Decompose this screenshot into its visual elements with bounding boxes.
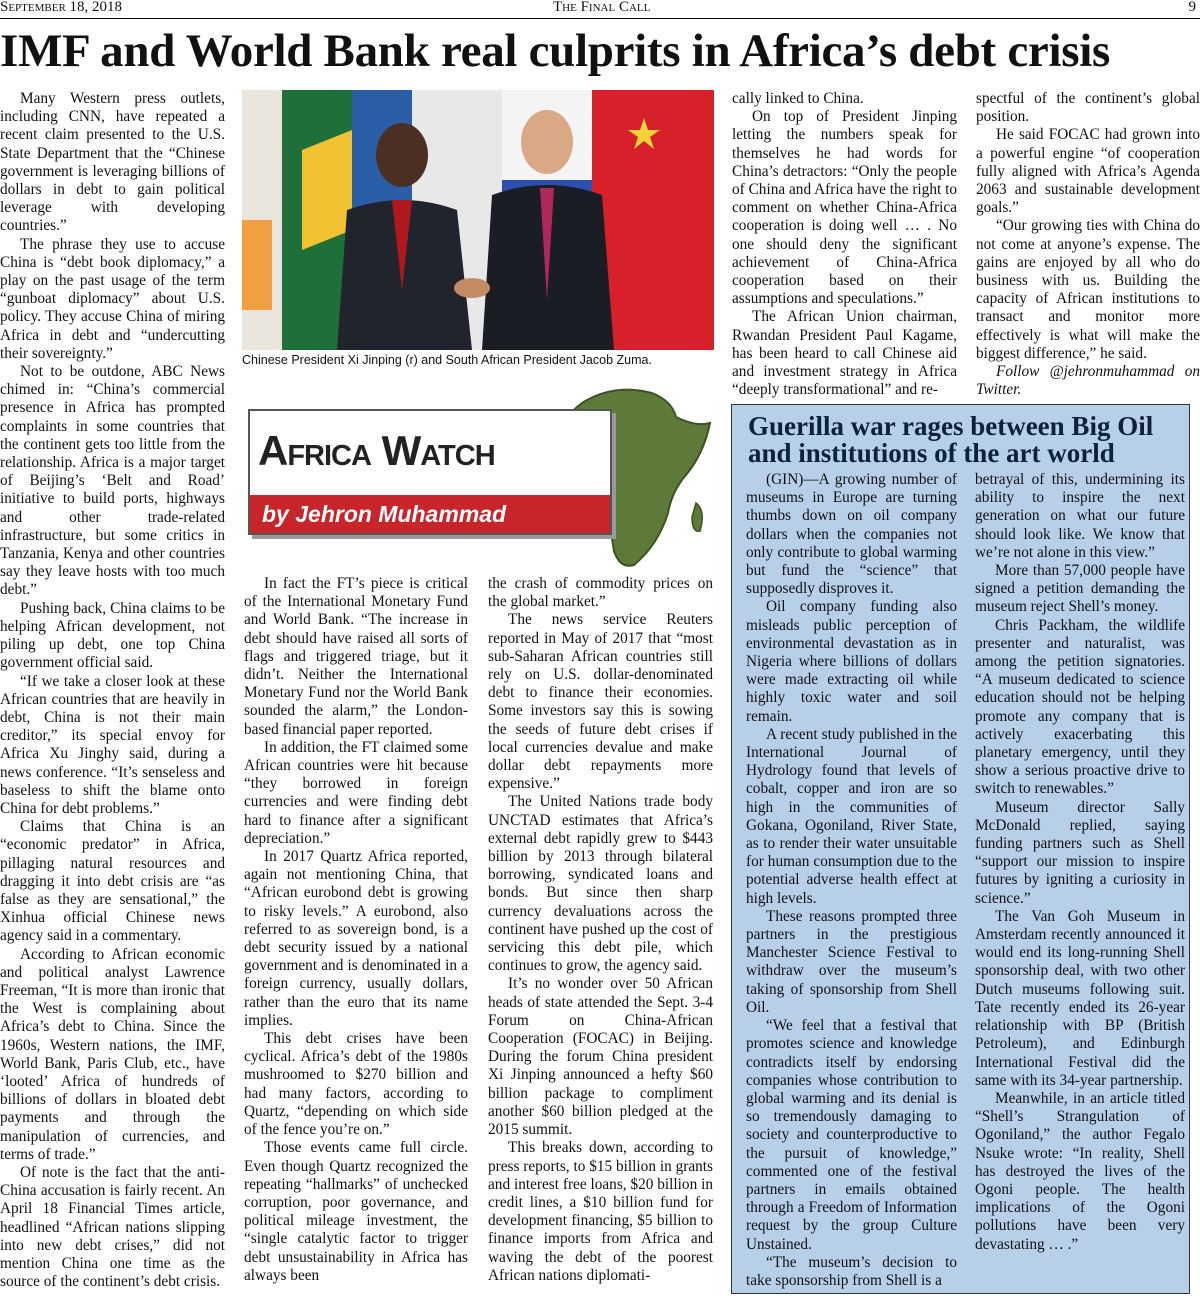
paragraph: The United Nations trade body UNCTAD estimates that Africa’s external debt rapidly grew to $443 billion by 2013 through bilateral borrowing, syndicated loans and bonds. But since then sharp currency devaluations across the continent have pushed up the cost of servicing this debt pile, which continues to grow, the agency said. — [488, 793, 713, 975]
paragraph: More than 57,000 people have signed a petition demanding the museum reject Shell’s money. — [975, 562, 1185, 616]
article-column-3 — [488, 575, 713, 1296]
sidebar-headline: Guerilla war rages between Big Oil and institutions of the art world — [748, 411, 1154, 468]
paragraph: Oil company funding also misleads public perception of environmental devastation as in Nigeria where billions of dollars were made extracting oil while highly toxic water and soil remain. — [746, 598, 957, 725]
article-column-4 — [732, 90, 957, 399]
news-photo — [242, 90, 714, 350]
paragraph: “We feel that a festival that promotes science and knowledge contradicts itself by endorsing companies whose contribution to global warming and its denial is so tremendously damaging to society and counterproductive to the pursuit of knowledge,” commented one of the festival partners in emails obtained through a Freedom of Information request by the group Culture Unstained. — [746, 1017, 957, 1253]
paragraph: The phrase they use to accuse China is “debt book diplomacy,” a play on the past usage of the term “gunboat diplomacy” about U.S. policy. They accuse China of miring Africa in debt and “undercutting their sovereignty.” — [0, 235, 225, 362]
paragraph: In 2017 Quartz Africa reported, again not mentioning China, that “African eurobond debt is growing to risky levels.” A eurobond, also referred to as sovereign bond, is a debt security issued by a national government and is denominated in a foreign currency, usually dollars, rather than the euro that its name implies. — [244, 848, 468, 1029]
page-header — [0, 0, 1200, 19]
leaders-handshake-photo — [242, 90, 714, 350]
paragraph: Chris Packham, the wildlife presenter and naturalist, was among the petition signatories. “A museum dedicated to science education should not be helping promote any company that is actively exacerbating this planetary emergency, until they show a serious proactive drive to switch to renewables.” — [975, 616, 1185, 798]
paragraph: Not to be outdone, ABC News chimed in: “China’s commercial presence in Africa has prompted complaints in some countries that the continent gets too little from the relationship. Africa is a major target of Beijing’s ‘Belt and Road’ initiative to build ports, highways and other trade-related infrastructure, but some critics in Tanzania, Kenya and other countries say they leave hosts with too much debt.” — [0, 363, 225, 599]
twitter-follow-text: Follow @jehronmuhammad on Twitter. — [976, 363, 1200, 399]
paragraph: The Van Goh Museum in Amsterdam recently announced it would end its long-running Shell sponsorship deal, with two other Dutch museums following suit. Tate recently ended its 26-year relationship with BP (British Petroleum), and Edinburgh International Festival did the same with its 34-year partnership. — [975, 907, 1185, 1089]
article-column-2 — [244, 575, 468, 1296]
paragraph: cally linked to China. — [732, 90, 864, 107]
paragraph: It’s no wonder over 50 African heads of state attended the Sept. 3-4 Forum on China-African Cooperation (FOCAC) in Beijing. During the forum China president Xi Jinping announced a hefty $60 billion package to compliment another $60 billion pledged at the 2015 summit. — [488, 975, 713, 1139]
paragraph: Museum director Sally McDonald replied, saying funding partners such as Shell “support our mission to inspire futures by igniting a curiosity in science.” — [975, 798, 1185, 907]
sidebar-story — [731, 404, 1190, 1294]
paragraph: spectful of the continent’s global position. — [976, 90, 1200, 126]
page-headline: IMF and World Bank real culprits in Africa’s debt crisis — [0, 25, 1110, 77]
article-column-5 — [976, 90, 1200, 400]
paragraph: In addition, the FT claimed some African countries were hit because “they borrowed in foreign currencies and were finding debt hard to finance after a significant depreciation.” — [244, 738, 468, 847]
byline-band — [250, 495, 610, 533]
issue-date: September 18, 2018 — [0, 0, 123, 15]
article-column-1 — [0, 90, 225, 1296]
paragraph: betrayal of this, undermining its ability to inspire the next generation on what our future should look like. We know that we’re not alone in this view.” — [975, 471, 1185, 561]
paragraph: “The museum’s decision to take sponsorship from Shell is a — [746, 1253, 957, 1289]
paragraph: A recent study published in the International Journal of Hydrology found that levels of cobalt, copper and iron are so high in the communities of Gokana, Ogoniland, River State, as to render their water unsuitable for human consumption due to the potential adverse health effect at high levels. — [746, 725, 957, 907]
paragraph: On top of President Jinping letting the numbers speak for themselves he had words for China’s detractors: “Only the people of China and Africa have the right to comment on whether China-Africa cooperation is doing well … . No one should deny the significant achievement of China-Africa cooperation based on their assumptions and speculations.” — [732, 108, 957, 308]
sidebar-column-2 — [975, 471, 1185, 1291]
paragraph: Many Western press outlets, including CNN, have repeated a recent claim presented to the U.S. State Department that the “Chinese government is leveraging billions of dollars in debt to gain political leverage with developing countries.” — [0, 90, 225, 235]
paragraph: The African Union chairman, Rwandan President Paul Kagame, has been heard to call Chinese aid and investment strategy in Africa “deeply transformational” and re- — [732, 308, 957, 399]
paragraph: Pushing back, China claims to be helping African development, not piling up debt, one top China government official said. — [0, 599, 225, 672]
paragraph: He said FOCAC had grown into a powerful engine “of cooperation fully aligned with Africa’s Agenda 2063 and sustainable development goals.” — [976, 126, 1200, 217]
africa-watch-logo — [244, 383, 716, 569]
paragraph: “If we take a closer look at these African countries that are heavily in debt, China is not their main creditor,” its special envoy for Africa Xu Jinghy said, during a news conference. “It’s senseless and baseless to shift the blame onto China for debt problems.” — [0, 672, 225, 817]
article-column-5-text — [976, 90, 1200, 363]
paragraph: Claims that China is an “economic predator” in Africa, pillaging natural resources and dragging it into debt crisis are “as false as they are sensational,” the Xinhua official Chinese news agency said in a commentary. — [0, 818, 225, 945]
paragraph: This breaks down, according to press reports, to $15 billion in grants and interest free loans, $20 billion in credit lines, a $10 billion fund for development financing, $5 billion to finance imports from Africa and waving the debt of the poorest African nations diplomati- — [488, 1139, 713, 1284]
twitter-follow — [976, 363, 1200, 399]
paragraph: According to African economic and political analyst Lawrence Freeman, “It is more than ironic that the West is complaining about Africa’s debt to China. Since the 1960s, Western nations, the IMF, World Bank, Paris Club, etc., have ‘looted’ Africa of hundreds of billions of dollars in bloated debt payments and through the manipulation of currencies, and terms of trade.” — [0, 945, 225, 1163]
paragraph: The news service Reuters reported in May of 2017 that “most sub-Saharan African countries still rely on U.S. dollar-denominated debt to finance their economies. Some investors say this is sowing the seeds of future debt crises if local currencies devalue and make dollar debt repayments more expensive.” — [488, 611, 713, 793]
paragraph: the crash of commodity prices on the global market.” — [488, 575, 713, 611]
column-byline: by Jehron Muhammad — [262, 501, 507, 527]
column-title: Africa Watch — [258, 427, 495, 474]
sidebar-column-1 — [746, 471, 957, 1291]
paragraph: These reasons prompted three partners in the prestigious Manchester Science Festival to withdraw over the museum’s taking of sponsorship from Shell Oil. — [746, 907, 957, 1016]
paper-name: The Final Call — [553, 0, 651, 15]
paragraph: Meanwhile, in an article titled “Shell’s Strangulation of Ogoniland,” the author Fegalo Nsuke wrote: “In reality, Shell has destroyed the lives of the Ogoni people. The health implications of the Ogoni pollutions have been very devastating … .” — [975, 1089, 1185, 1253]
paragraph: (GIN)—A growing number of museums in Europe are turning thumbs down on oil company dollars when the companies not only contribute to global warming but fund the “science” that supposedly disproves it. — [746, 471, 957, 598]
paragraph: This debt crises have been cyclical. Africa’s debt of the 1980s mushroomed to $270 billion and had many factors, according to Quartz, “depending on which side of the fence you’re on.” — [244, 1030, 468, 1139]
page-number: 9 — [1188, 0, 1196, 15]
photo-caption: Chinese President Xi Jinping (r) and South African President Jacob Zuma. — [242, 353, 652, 367]
column-logo-box — [248, 409, 612, 535]
paragraph: Those events came full circle. Even though Quartz recognized the repeating “hallmarks” of unchecked corruption, poor governance, and political mileage investment, the “single catalytic factor to trigger debt unsustainability in Africa has always been — [244, 1139, 468, 1284]
paragraph: Of note is the fact that the anti-China accusation is fairly recent. An April 18 Financial Times article, headlined “African nations slipping into new debt crises,” did not mention China one time as the source of the continent’s debt crisis. — [0, 1163, 225, 1291]
paragraph: “Our growing ties with China do not come at anyone’s expense. The gains are enjoyed by all who do business with us. Building the capacity of African institutions to transact and monitor more effectively is what will make the biggest difference,” he said. — [976, 217, 1200, 362]
paragraph: In fact the FT’s piece is critical of the International Monetary Fund and World Bank. “The increase in debt should have raised all sorts of flags and triggered triage, but it didn’t. Neither the International Monetary Fund nor the World Bank sounded the alarm,” the London-based financial paper reported. — [244, 575, 468, 738]
